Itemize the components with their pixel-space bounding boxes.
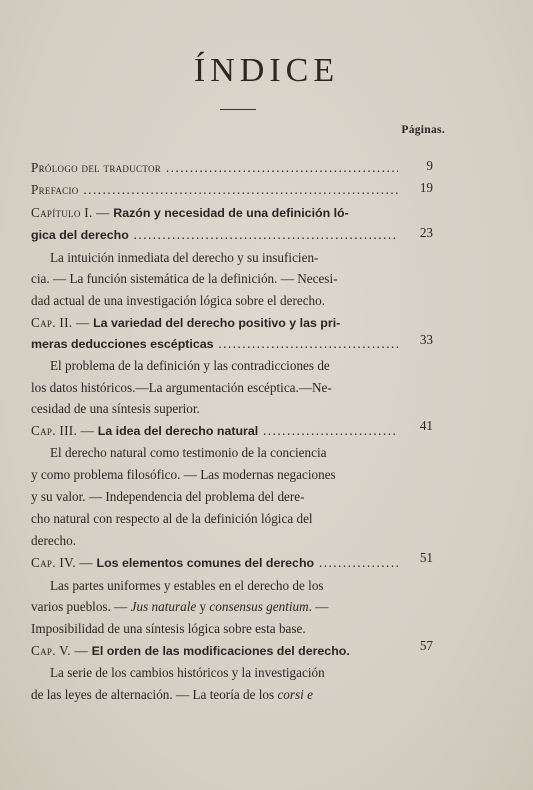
- chapter-summary: y su valor. — Independencia del problema del dere-: [31, 489, 305, 504]
- chapter-title: La idea del derecho natural: [97, 424, 259, 438]
- chapter-summary: [31, 687, 399, 703]
- chapter-heading-cont: [31, 336, 398, 352]
- chapter-heading-cont: [31, 227, 398, 243]
- page-number: 51: [419, 550, 433, 565]
- page-number: 19: [419, 180, 433, 195]
- chapter-heading: [31, 205, 398, 221]
- chapter-summary: y como problema filosófico. — Las modernas negaciones: [31, 467, 336, 482]
- chapter-prefix: Cap. V. —: [31, 643, 92, 658]
- chapter-summary: [31, 599, 399, 615]
- entry-prefacio: [31, 182, 398, 198]
- latin-term: consensus gentium: [209, 599, 309, 614]
- chapter-summary: El problema de la definición y las contradicciones de: [50, 358, 330, 373]
- latin-term: Jus naturale: [130, 599, 197, 614]
- page-title: ÍNDICE: [193, 52, 340, 89]
- summary-text: varios pueblos. —: [31, 599, 131, 614]
- chapter-heading: [31, 555, 398, 571]
- page-number: 9: [426, 158, 433, 173]
- chapter-title: Los elementos comunes del derecho: [96, 556, 315, 570]
- chapter-summary: Las partes uniformes y estables en el derecho de los: [50, 578, 324, 593]
- chapter-summary: los datos históricos.—La argumentación escéptica.—Ne-: [31, 380, 332, 395]
- page-number: 57: [419, 638, 433, 653]
- chapter-heading: [31, 315, 398, 331]
- chapter-title: La variedad del derecho positivo y las pri-: [93, 316, 341, 330]
- page-number: 33: [419, 332, 433, 347]
- entry-label: Prólogo del traductor: [31, 160, 162, 175]
- chapter-prefix: Cap. IV. —: [31, 555, 97, 570]
- chapter-prefix: Cap. II. —: [31, 315, 94, 330]
- chapter-summary: cia. — La función sistemática de la definición. — Necesi-: [31, 271, 338, 286]
- chapter-summary: cho natural con respecto al de la definición lógica del: [31, 511, 313, 526]
- chapter-summary: La intuición inmediata del derecho y su insuficien-: [50, 250, 319, 265]
- chapter-title: gica del derecho: [31, 228, 129, 242]
- chapter-title: meras deducciones escépticas: [31, 337, 214, 351]
- chapter-summary: dad actual de una investigación lógica sobre el derecho.: [31, 293, 326, 308]
- chapter-title: El orden de las modificaciones del derecho.: [91, 644, 350, 658]
- chapter-summary: El derecho natural como testimonio de la conciencia: [50, 445, 327, 460]
- latin-term: corsi e: [277, 687, 313, 702]
- entry-prologo: [31, 160, 398, 176]
- chapter-prefix: Cap. III. —: [31, 423, 98, 438]
- chapter-heading: [31, 643, 403, 659]
- page-number: 23: [419, 225, 433, 240]
- chapter-summary: cesidad de una síntesis superior.: [31, 401, 200, 416]
- summary-text: y: [196, 599, 210, 614]
- chapter-summary: derecho.: [31, 533, 77, 548]
- entry-label: Prefacio: [31, 182, 79, 197]
- chapter-title: Razón y necesidad de una definición ló-: [113, 206, 349, 220]
- summary-text: . —: [308, 599, 329, 614]
- chapter-summary: La serie de los cambios históricos y la investigación: [50, 665, 325, 680]
- chapter-prefix: Capítulo I. —: [31, 205, 114, 220]
- chapter-heading: [31, 423, 398, 439]
- chapter-summary: Imposibilidad de una síntesis lógica sobre esta base.: [31, 621, 306, 636]
- paginas-header: Páginas.: [401, 124, 445, 136]
- summary-text: de las leyes de alternación. — La teoría de los: [31, 687, 278, 702]
- page-number: 41: [419, 418, 433, 433]
